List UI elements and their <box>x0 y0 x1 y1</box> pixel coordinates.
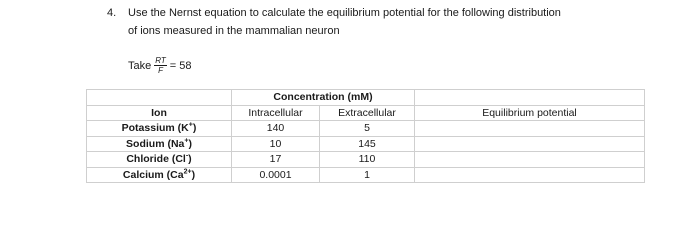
extracellular-column-header: Extracellular <box>320 105 415 121</box>
table-row <box>87 136 645 152</box>
equilibrium-potential-cell[interactable] <box>415 121 645 137</box>
empty-header-cell <box>87 90 232 106</box>
equilibrium-potential-cell[interactable] <box>415 167 645 183</box>
table-header-row <box>87 105 645 121</box>
ion-name-cell: Chloride (Cl-) <box>87 152 232 168</box>
equilibrium-potential-cell[interactable] <box>415 136 645 152</box>
intracellular-value: 0.0001 <box>232 167 320 183</box>
equilibrium-potential-column-header: Equilibrium potential <box>415 105 645 121</box>
concentration-header: Concentration (mM) <box>232 90 415 106</box>
take-label: Take <box>128 59 152 72</box>
ion-name-cell: Calcium $(Ca^{2+})$ <box>87 167 232 183</box>
rt-over-f-fraction <box>154 56 167 75</box>
question-number: 4. <box>107 7 117 19</box>
extracellular-value: 1 <box>320 167 415 183</box>
table-row <box>87 121 645 137</box>
intracellular-column-header: Intracellular <box>232 105 320 121</box>
ion-concentration-table <box>86 89 645 183</box>
intracellular-value: 140 <box>232 121 320 137</box>
take-value: = 58 <box>169 59 192 72</box>
extracellular-value: 110 <box>320 152 415 168</box>
table-group-header-row <box>87 90 645 106</box>
empty-header-cell <box>415 90 645 106</box>
ion-column-header: Ion <box>87 105 232 121</box>
equilibrium-potential-cell[interactable] <box>415 152 645 168</box>
intracellular-value: 17 <box>232 152 320 168</box>
table-row <box>87 167 645 183</box>
question-text-line-1: Use the Nernst equation to calculate the equilibrium potential for the following distribution <box>128 7 561 19</box>
intracellular-value: 10 <box>232 136 320 152</box>
ion-name-cell: Sodium (Na+) <box>87 136 232 152</box>
extracellular-value: 5 <box>320 121 415 137</box>
table-row <box>87 152 645 168</box>
fraction-denominator: F <box>158 66 163 75</box>
extracellular-value: 145 <box>320 136 415 152</box>
fraction-numerator: RT <box>155 56 166 65</box>
take-constant <box>128 56 192 75</box>
ion-name-cell: Potassium (K+) <box>87 121 232 137</box>
question-text-line-2: of ions measured in the mammalian neuron <box>128 25 340 37</box>
